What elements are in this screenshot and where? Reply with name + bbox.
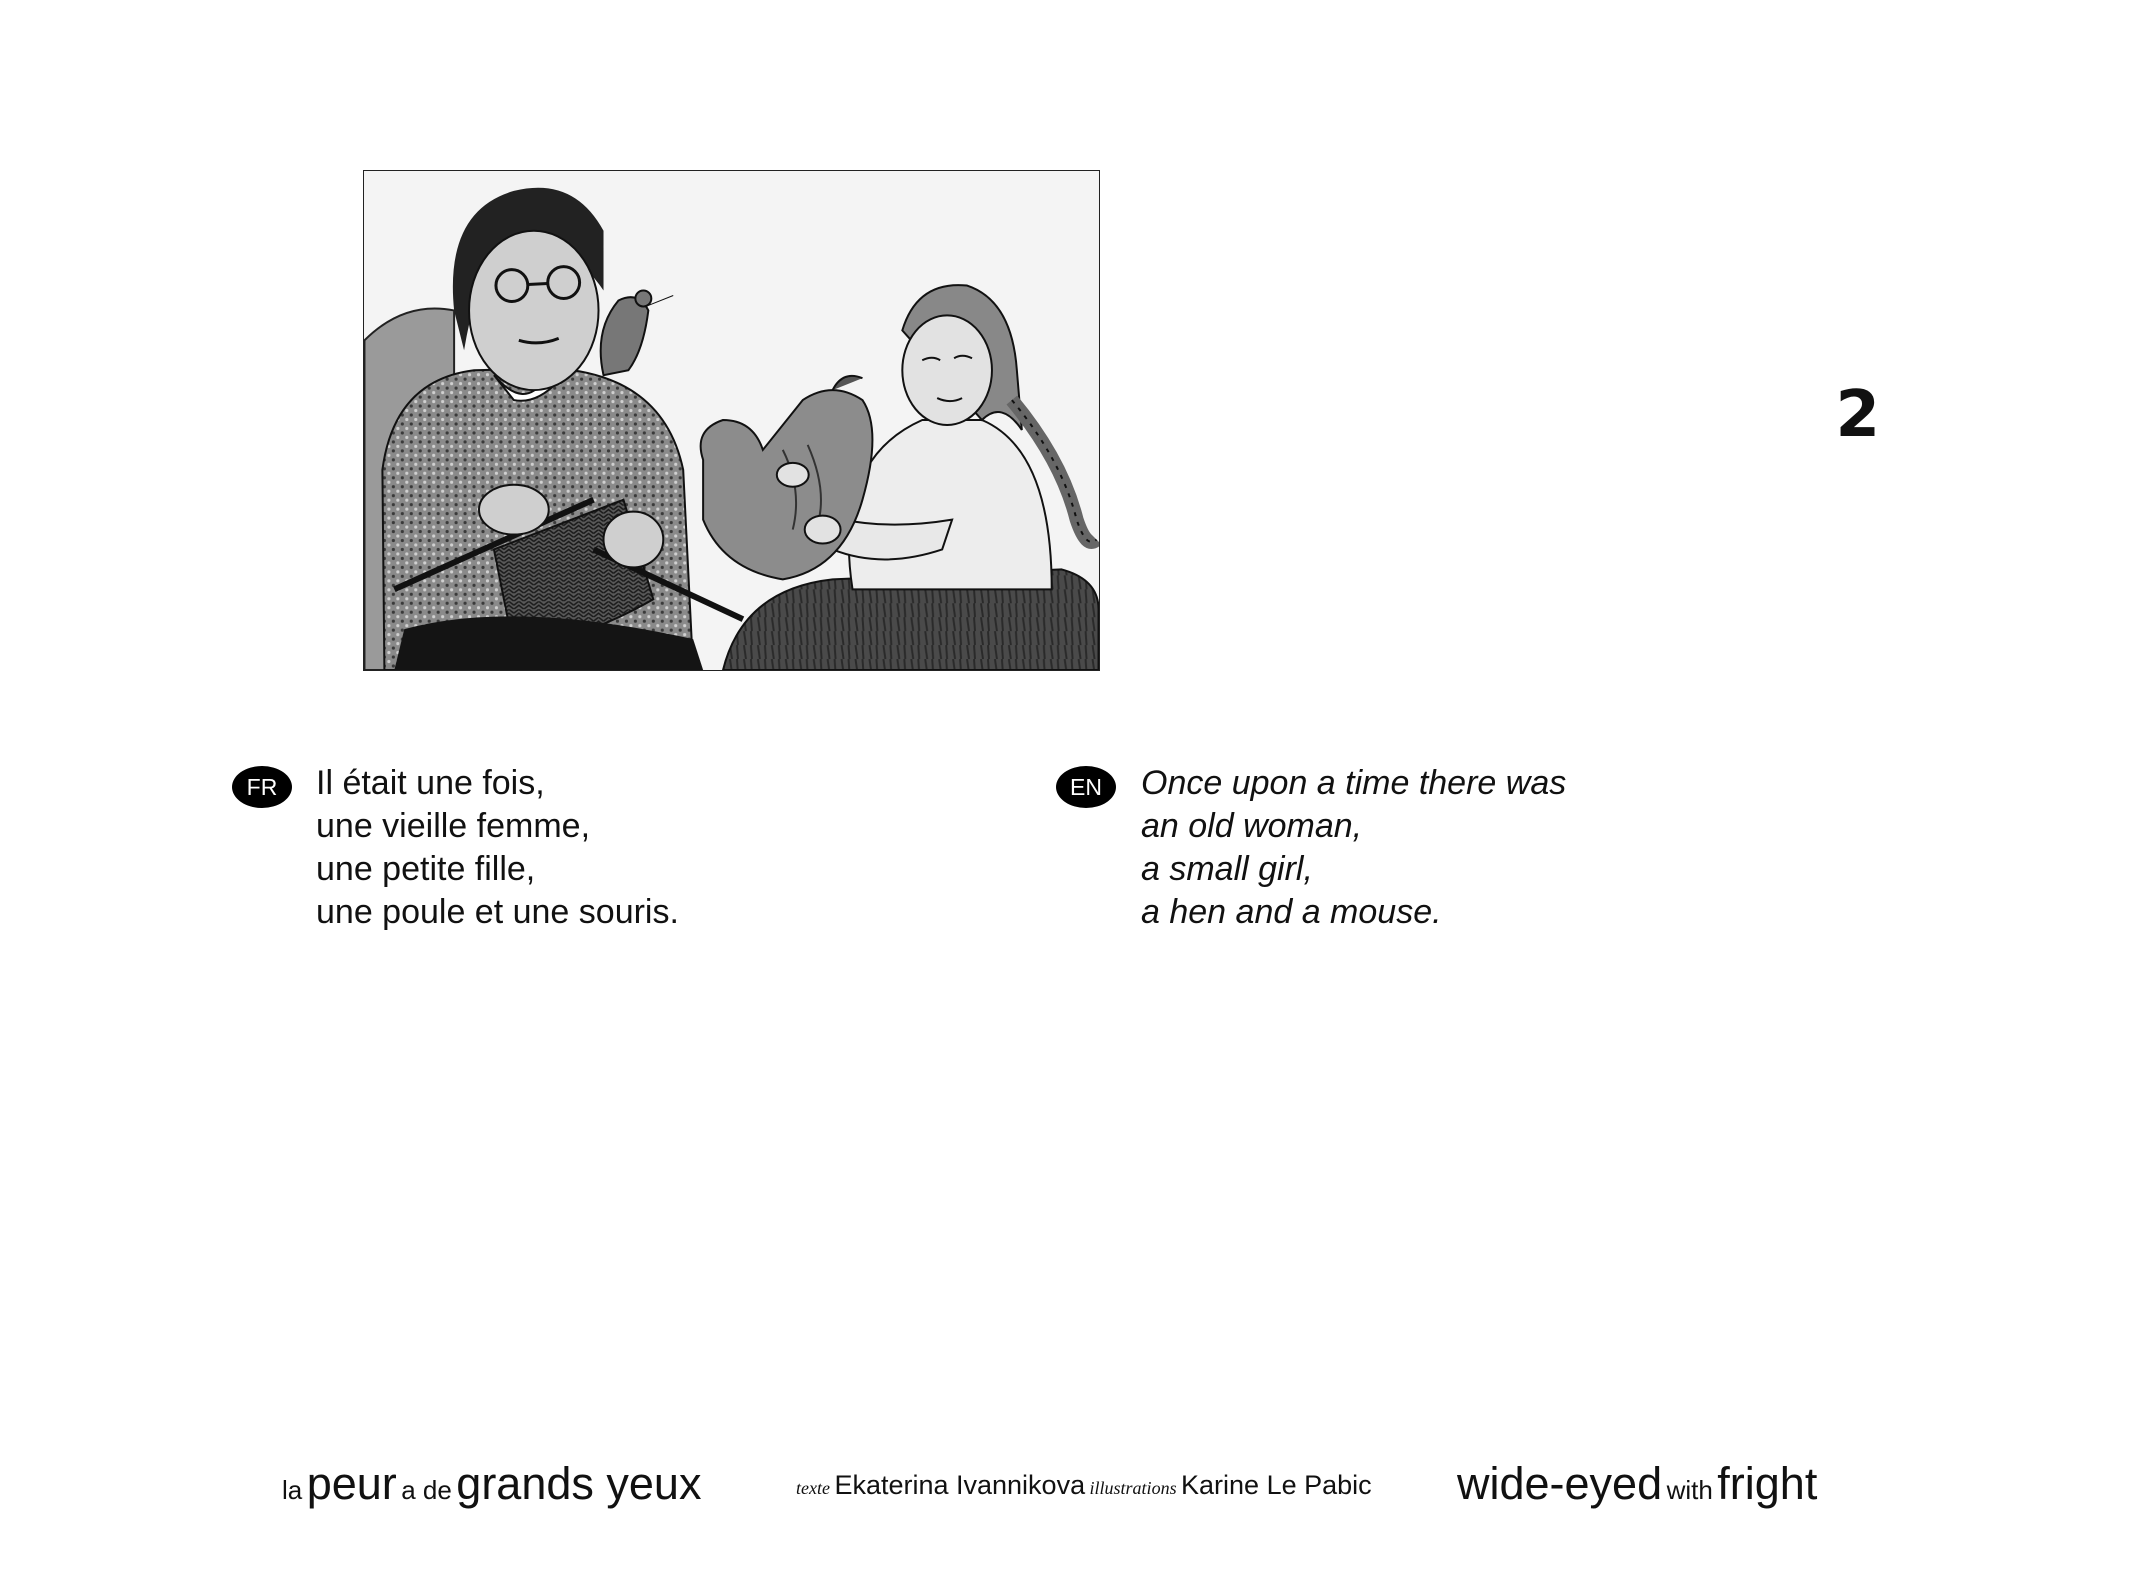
credit-label-text: texte	[796, 1478, 830, 1498]
footer-french-title	[282, 1458, 701, 1518]
credit-author: Ekaterina Ivannikova	[834, 1470, 1086, 1500]
title-word: grands yeux	[456, 1458, 702, 1509]
verse-line: une poule et une souris.	[316, 893, 679, 931]
verse-line: a hen and a mouse.	[1141, 893, 1442, 931]
footer-english-title	[1457, 1458, 1817, 1518]
title-word: fright	[1717, 1458, 1818, 1509]
verse-line: une vieille femme,	[316, 807, 591, 845]
verse-line: Once upon a time there was	[1141, 764, 1567, 802]
verse-line: Il était une fois,	[316, 764, 545, 802]
verse-line: une petite fille,	[316, 850, 536, 888]
story-illustration	[363, 170, 1100, 671]
verse-english	[1141, 762, 1566, 934]
title-word: wide-eyed	[1457, 1458, 1663, 1509]
lang-badge-fr: FR	[232, 766, 292, 808]
title-word: la	[282, 1475, 303, 1505]
title-word: with	[1666, 1475, 1713, 1505]
verse-line: a small girl,	[1141, 850, 1313, 888]
credit-label-illustrations: illustrations	[1089, 1478, 1177, 1498]
illustration-old-woman-girl-hen-mouse-icon	[364, 171, 1099, 670]
footer-credits	[796, 1470, 1372, 1530]
credit-illustrator: Karine Le Pabic	[1181, 1470, 1372, 1500]
verse-line: an old woman,	[1141, 807, 1363, 845]
verse-french	[316, 762, 679, 934]
lang-badge-en: EN	[1056, 766, 1116, 808]
title-word: a de	[401, 1475, 452, 1505]
title-word: peur	[306, 1458, 397, 1509]
page-number: 2	[1835, 378, 1880, 452]
